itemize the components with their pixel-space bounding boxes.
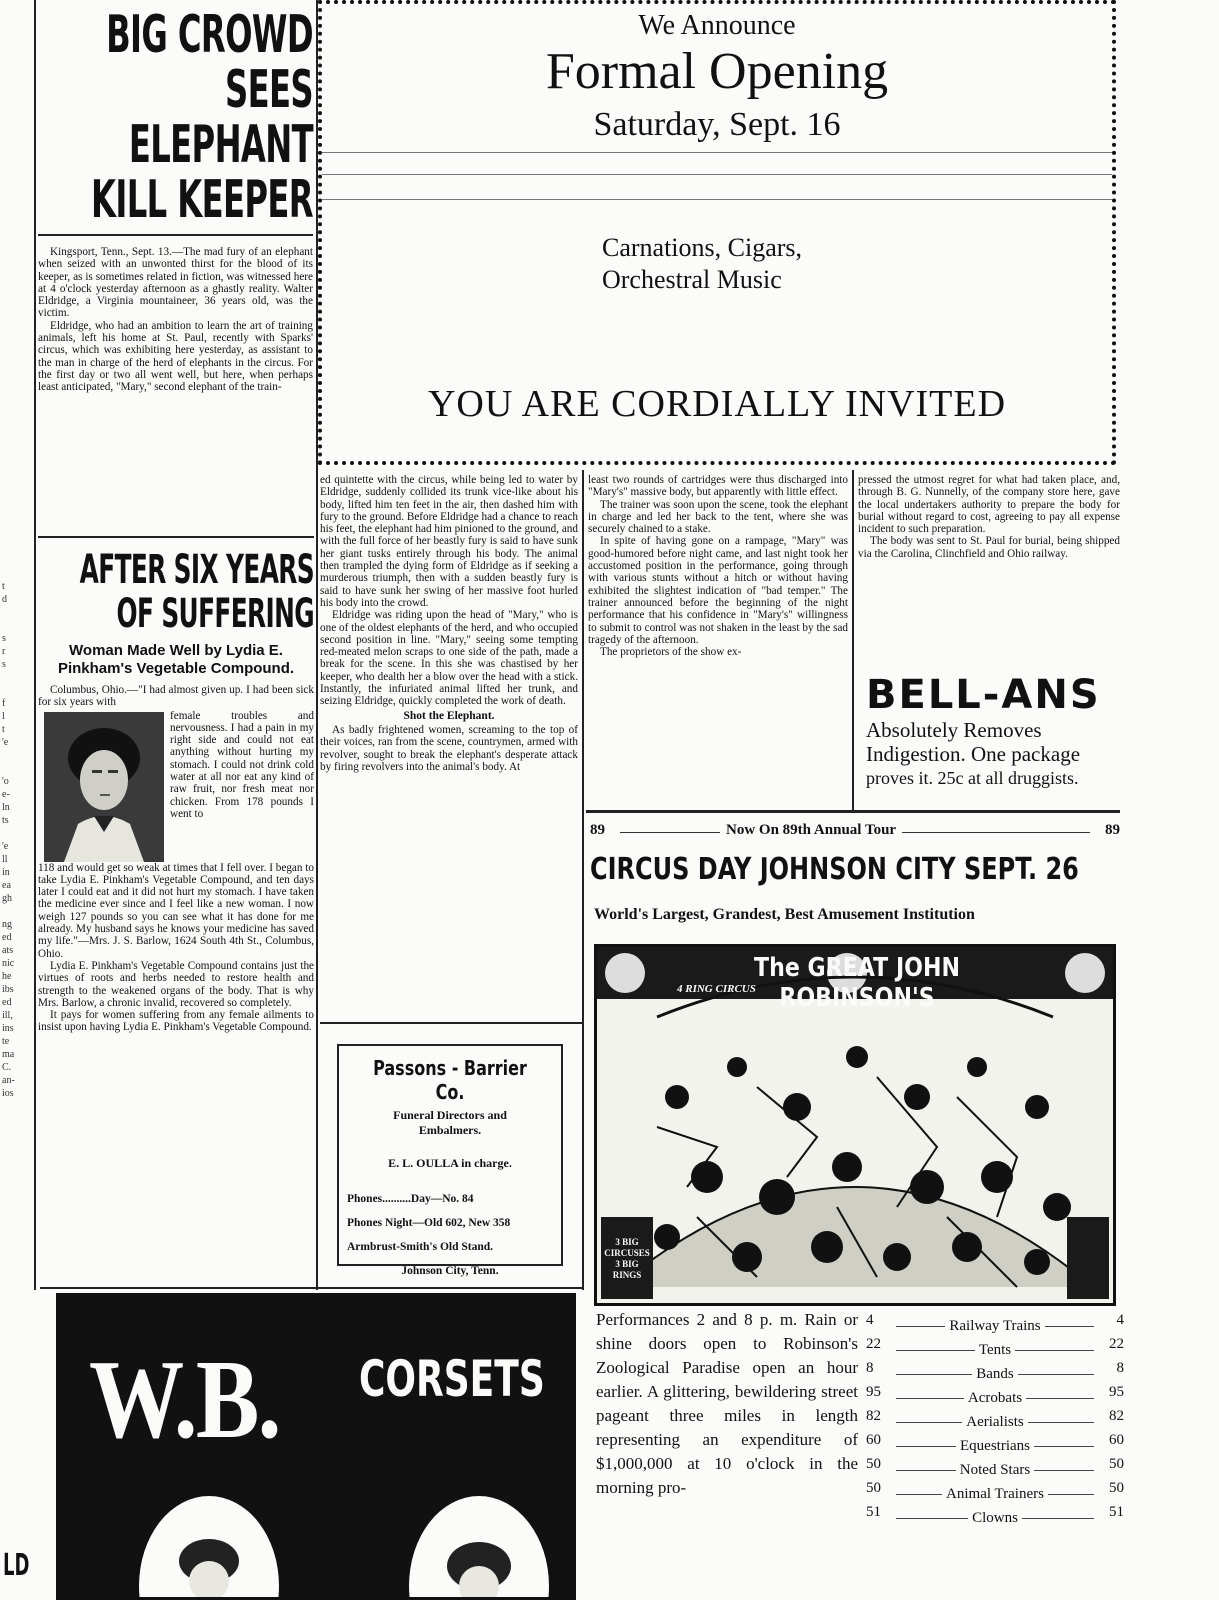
bellans-line: Indigestion. One package (866, 742, 1081, 766)
story-paragraph: Eldridge was riding upon the head of "Mary," who is one of the oldest elephants of the herd, and who occupied second position in line. "Mary," seeing some tempting red-meated melon scraps to one side of the path, made a break for the scene. In this she was chastised by her keeper, who dealth her a blow over the head with a stick. Instantly, the infuriated animal lifted her trunk, and seizing Eldridge, quickly completed the work of death. (320, 609, 578, 708)
pinkham-paragraph: It pays for women suffering from any female ailments to insist upon having Lydia E. Pinkham's Vegetable Compound. (38, 1009, 314, 1034)
poster-subbanner: 4 RING CIRCUS (677, 983, 756, 995)
margin-scraps (2, 580, 30, 1100)
headline-line: AFTER SIX YEARS (79, 547, 314, 593)
stat-row (866, 1308, 1124, 1332)
margin-scrap: C. (2, 1062, 12, 1073)
stat-count: 22 (866, 1336, 881, 1352)
stat-label-wrap (896, 1362, 1094, 1382)
stat-count: 50 (1109, 1456, 1124, 1472)
pinkham-paragraph: 118 and would get so weak at times that I fell over. I began to take Lydia E. Pinkham's Vegetable Compound, and ten days later I could eat and it did not hurt my stomach. I have taken the medicine ever since and I feel like a new woman. I now weigh 127 pounds so you can see what it has done for me already. My husband says he knows your medicine has saved my life."—Mrs. J. S. Barlow, 1624 South 4th St., Columbus, Ohio. (38, 861, 314, 960)
stat-count: 22 (1109, 1336, 1124, 1352)
margin-scrap: ill, (2, 1010, 13, 1021)
column-rule (582, 470, 584, 1290)
invite-line: YOU ARE CORDIALLY INVITED (427, 383, 1007, 425)
opening-title: Formal Opening (545, 43, 889, 100)
offer-line: Orchestral Music (602, 265, 782, 294)
stat-label-wrap (896, 1482, 1094, 1502)
margin-scrap: ts (2, 815, 9, 826)
pinkham-headline (38, 548, 314, 636)
margin-scrap: l (2, 711, 5, 722)
stat-label-wrap (896, 1434, 1094, 1454)
poster-banner: The GREAT JOHN ROBINSON'S (754, 953, 960, 1013)
headline-line: OF SUFFERING (116, 591, 314, 637)
margin-scrap: ll (2, 854, 8, 865)
story-paragraph: Eldridge, who had an ambition to learn the art of training animals, left his home at St. Paul, recently with Sparks' circus, which was exhibiting here yesterday, as assistant to the man in charge of the herd of elephants in the circus. For the first day or two all went well, but here, when perhaps least anticipated, "Mary," second elephant of the train- (38, 319, 313, 394)
story-continued-col3 (588, 474, 848, 658)
stat-label-wrap (896, 1410, 1094, 1430)
ad-line (322, 199, 1112, 200)
pinkham-paragraph: Lydia E. Pinkham's Vegetable Compound contains just the virtues of roots and herbs needed to restore health and strength to the weakened organs of the body. That is why Mrs. Barlow, a chronic invalid, recovered so completely. (38, 959, 314, 1009)
stat-label: Equestrians (956, 1438, 1034, 1454)
circus-stats (866, 1308, 1124, 1524)
stat-count: 51 (866, 1504, 881, 1520)
stat-label-wrap (896, 1506, 1094, 1526)
section-rule (40, 1287, 584, 1289)
circus-subtitle: World's Largest, Grandest, Best Amusement Institution (594, 906, 975, 923)
section-rule (320, 1022, 582, 1024)
tour-number: 89 (590, 822, 605, 838)
stat-count: 95 (866, 1384, 881, 1400)
bellans-title: BELL-ANS (866, 672, 1101, 718)
headline-rule (38, 234, 313, 236)
stat-label: Clowns (968, 1510, 1022, 1526)
stat-row (866, 1452, 1124, 1476)
margin-scrap: ln (2, 802, 10, 813)
margin-scrap: 'e (2, 737, 9, 748)
stat-label-wrap (896, 1458, 1094, 1478)
story-paragraph: pressed the utmost regret for what had taken place, and, through B. G. Nunnelly, of the company store here, gave the local undertakers authority to prepare the body for burial without regard to cost, agreeing to pay all expense incident to such preparation. (858, 474, 1120, 536)
stat-label: Aerialists (962, 1414, 1028, 1430)
story-continued-col4 (858, 474, 1120, 560)
stat-label: Tents (975, 1342, 1015, 1358)
pinkham-ad (38, 548, 314, 1034)
margin-scrap: d (2, 594, 7, 605)
stat-count: 82 (1109, 1408, 1124, 1424)
story-headline (38, 5, 313, 230)
margin-scrap: f (2, 698, 6, 709)
old-stand: Armbrust-Smith's Old Stand. (347, 1241, 494, 1253)
stat-row (866, 1404, 1124, 1428)
phone-night: Phones Night—Old 602, New 358 (347, 1217, 511, 1229)
stat-count: 60 (1109, 1432, 1124, 1448)
circus-poster (594, 944, 1116, 1306)
margin-scrap: s (2, 633, 6, 644)
stat-label-wrap (896, 1386, 1094, 1406)
passons-subtitle: Embalmers. (418, 1123, 482, 1137)
margin-scrap: in (2, 867, 10, 878)
margin-scrap: ed (2, 997, 12, 1008)
stat-label-wrap (896, 1338, 1094, 1358)
stat-label: Bands (972, 1366, 1018, 1382)
offer-line: Carnations, Cigars, (602, 233, 803, 262)
passons-barrier-ad (337, 1044, 563, 1277)
pinkham-subhead: Woman Made Well by Lydia E. Pinkham's Vegetable Compound. (57, 642, 295, 677)
stat-row (866, 1332, 1124, 1356)
headline-line: BIG CROWD (106, 5, 313, 65)
woman-portrait (44, 712, 164, 862)
margin-scrap: ins (2, 1023, 14, 1034)
column-rule (34, 0, 36, 1290)
story-body (38, 246, 313, 394)
stat-count: 50 (1109, 1480, 1124, 1496)
margin-scrap: ios (2, 1088, 14, 1099)
story-paragraph: As badly frightened women, screaming to the top of their voices, ran from the scene, countrymen, armed with revolver, sought to break the elephant's desperate attack by firing revolvers into the animal's body. At (320, 723, 578, 773)
poster-rings: 3 BIG CIRCUSES 3 BIG RINGS (604, 1237, 650, 1280)
margin-scrap (2, 619, 30, 632)
margin-scrap: ats (2, 945, 14, 956)
margin-scrap: 'e (2, 841, 9, 852)
stat-label: Animal Trainers (942, 1486, 1048, 1502)
story-paragraph: The proprietors of the show ex- (600, 646, 742, 659)
bellans-ad (866, 672, 1122, 790)
tour-text: Now On 89th Annual Tour (720, 822, 902, 839)
margin-fragment: LD (3, 1548, 30, 1583)
stat-count: 60 (866, 1432, 881, 1448)
corset-illustration (59, 1296, 573, 1597)
story-paragraph: The trainer was soon upon the scene, took the elephant in charge and led her back to the tent, where she was securely chained to a stake. (588, 498, 848, 536)
story-paragraph: The body was sent to St. Paul for burial, being shipped via the Carolina, Clinchfield and Ohio railway. (858, 535, 1120, 560)
opening-date: Saturday, Sept. 16 (593, 106, 841, 143)
stat-count: 50 (866, 1480, 881, 1496)
margin-scrap (2, 762, 30, 775)
story-paragraph: least two rounds of cartridges were thus discharged into "Mary's" massive body, but apparently with little effect. (588, 474, 848, 499)
margin-scrap: t (2, 724, 5, 735)
stat-label: Noted Stars (956, 1462, 1034, 1478)
wb-logo: W.B. (89, 1338, 280, 1462)
story-paragraph: In spite of having gone on a rampage, "Mary" was good-humored before night came, and last night took her accustomed position in the performance, going through with various stunts without a hitch or without having exhibited the slightest indication of "bad temper." The trainer announced before the beginning of the night performance that his confidence in "Mary's" willingness to submit to control was not shaken in the least by the sad tragedy of the afternoon. (588, 535, 848, 646)
story-continued-col2 (320, 474, 578, 773)
wb-corsets-word: CORSETS (359, 1350, 545, 1408)
margin-scrap: nic (2, 958, 15, 969)
margin-scrap (2, 684, 30, 697)
margin-scrap (2, 749, 30, 762)
story-paragraph: ed quintette with the circus, while being led to water by Eldridge, suddenly collided its trunk vice-like about his body, lifted him ten feet in the air, then dashed him with fury to the ground. Before Eldridge had a chance to reach his feet, the elephant had him pinioned to the ground, and with the full force of her beastly fury is said to have sunk her giant tusks entirely through his body. The animal then trampled the dying form of Eldridge as if seeking a murderous triumph, then with a sudden beastly fury is said to have sunk her swing of her massive foot hurled his body into the crowd. (320, 474, 578, 609)
stat-count: 4 (866, 1312, 874, 1328)
formal-opening-ad (318, 0, 1116, 465)
bellans-line: Absolutely Removes (866, 718, 1042, 742)
stat-label-wrap (896, 1314, 1094, 1334)
phone-day: Phones..........Day—No. 84 (347, 1193, 474, 1205)
city: Johnson City, Tenn. (401, 1265, 499, 1277)
margin-scrap (2, 671, 30, 684)
margin-scrap: e- (2, 789, 10, 800)
stat-row (866, 1380, 1124, 1404)
stat-row (866, 1428, 1124, 1452)
section-rule (38, 536, 314, 538)
passons-subtitle: Funeral Directors and (393, 1108, 507, 1122)
pinkham-paragraph: Columbus, Ohio.—"I had almost given up. I had been sick for six years with (38, 684, 314, 709)
beside-photo-text: female troubles and nervousness. I had a pain in my right side and could not eat anything without hurting my stomach. I could not drink cold water at all nor eat any kind of raw fruit, nor fresh meat nor chicken. From 178 pounds I went to (170, 709, 314, 820)
stat-row (866, 1500, 1124, 1524)
stat-count: 82 (866, 1408, 881, 1424)
margin-scrap (2, 827, 30, 840)
margin-scrap: ibs (2, 984, 14, 995)
margin-scrap: ed (2, 932, 12, 943)
stat-count: 51 (1109, 1504, 1124, 1520)
tour-number: 89 (1105, 822, 1120, 838)
ad-offer (602, 232, 802, 296)
stat-count: 8 (866, 1360, 874, 1376)
ad-line (322, 152, 1112, 153)
headline-line: KILL KEEPER (91, 170, 313, 230)
stat-label: Acrobats (964, 1390, 1026, 1406)
story-subhead: Shot the Elephant. (403, 709, 495, 722)
stat-row (866, 1476, 1124, 1500)
margin-scrap: s (2, 659, 6, 670)
circus-title: CIRCUS DAY JOHNSON CITY SEPT. 26 (590, 852, 1079, 887)
margin-scrap: ma (2, 1049, 15, 1060)
stat-label: Railway Trains (945, 1318, 1044, 1334)
section-rule (586, 810, 1120, 813)
performances-text: Performances 2 and 8 p. m. Rain or shine doors open to Robinson's Zoological Paradise open an hour earlier. A glittering, bewildering street pageant three miles in length representing an expenditure of $1,000,000 at 10 o'clock in the morning pro- (596, 1310, 858, 1497)
wb-corsets-ad (56, 1293, 576, 1600)
margin-scrap: he (2, 971, 12, 982)
margin-scrap: r (2, 646, 6, 657)
bellans-line: proves it. 25c at all druggists. (866, 768, 1079, 788)
margin-scrap: gh (2, 893, 12, 904)
margin-scrap: an- (2, 1075, 15, 1086)
elephant-story (38, 5, 313, 394)
margin-scrap: t (2, 581, 5, 592)
margin-scrap: 'o (2, 776, 9, 787)
story-paragraph: Kingsport, Tenn., Sept. 13.—The mad fury of an elephant when seized with an unwonted thirst for the blood of its keeper, as is sometimes related in fiction, was witnessed here at 4 o'clock yesterday afternoon as a ghastly reality. Walter Eldridge, a Virginia mountaineer, 36 years old, was the victim. (38, 246, 313, 320)
stat-count: 95 (1109, 1384, 1124, 1400)
announce-text: We Announce (638, 10, 796, 41)
margin-scrap (2, 905, 30, 918)
margin-scrap: te (2, 1036, 10, 1047)
stat-count: 50 (866, 1456, 881, 1472)
pinkham-body (38, 684, 314, 1034)
stat-row (866, 1356, 1124, 1380)
margin-scrap: ng (2, 919, 12, 930)
passons-title: Passons - Barrier Co. (373, 1056, 527, 1104)
margin-scrap: ea (2, 880, 11, 891)
headline-line: SEES ELEPHANT (128, 60, 313, 175)
stat-count: 8 (1116, 1360, 1124, 1376)
stat-count: 4 (1116, 1312, 1124, 1328)
passons-charge: E. L. OULLA in charge. (388, 1156, 512, 1170)
column-rule (852, 470, 854, 810)
margin-scrap (2, 606, 30, 619)
ad-line (322, 174, 1112, 175)
